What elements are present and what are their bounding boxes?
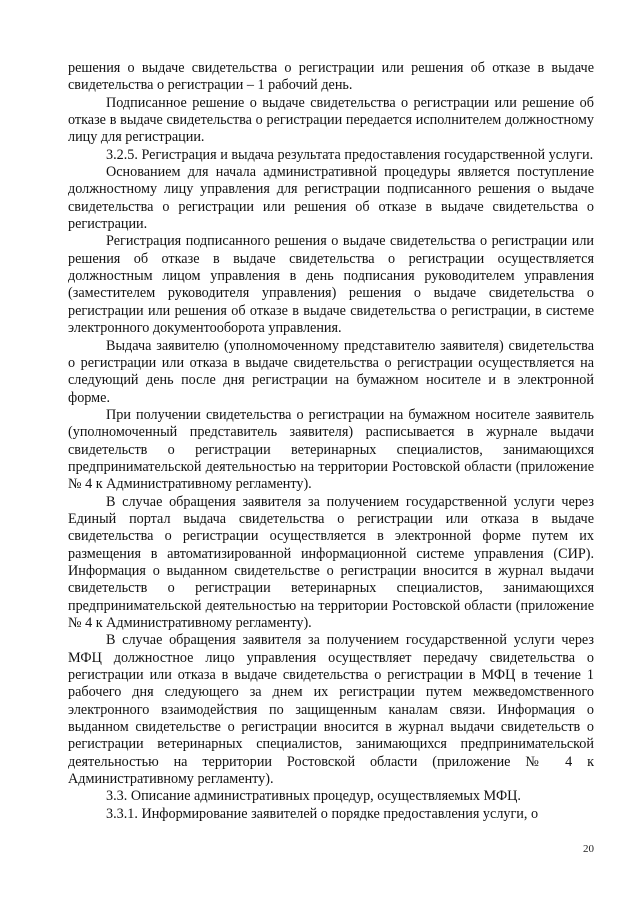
paragraph-registration: Регистрация подписанного решения о выдаче свидетельства о регистрации или решения об отказе в выдаче свидетельства о регистрации осуществляется должностным лицом управления в день подписания руководителем управления (заместителем руководителя управления) решения о выдаче свидетельства о регистрации или решения об отказе в выдаче свидетельства о регистрации, в системе электронного документооборота управления. <box>68 233 594 337</box>
paragraph-signed-decision: Подписанное решение о выдаче свидетельства о регистрации или решение об отказе в выдаче свидетельства о регистрации передается исполнителем должностному лицу для регистрации. <box>68 94 594 146</box>
paragraph-basis: Основанием для начала административной процедуры является поступление должностному лицу управления для регистрации подписанного решения о выдаче свидетельства о регистрации или решения об отказе в выдаче свидетельства о регистрации. <box>68 164 594 233</box>
document-body <box>68 60 594 823</box>
paragraph-unified-portal: В случае обращения заявителя за получением государственной услуги через Единый портал выдача свидетельства о регистрации или отказа в выдаче свидетельства о регистрации осуществляется в электронной форме путем их размещения в автоматизированной информационной системе управления (СИР). Информация о выданном свидетельстве о регистрации вносится в журнал выдачи свидетельств о регистрации ветеринарных специалистов, занимающихся предпринимательской деятельностью на территории Ростовской области (приложение № 4 к Административному регламенту). <box>68 493 594 631</box>
paragraph-paper-receipt: При получении свидетельства о регистрации на бумажном носителе заявитель (уполномоченный представитель заявителя) расписывается в журнале выдачи свидетельств о регистрации ветеринарных специалистов, занимающихся предпринимательской деятельностью на территории Ростовской области (приложение № 4 к Административному регламенту). <box>68 406 594 493</box>
section-heading-3-2-5: 3.2.5. Регистрация и выдача результата предоставления государственной услуги. <box>106 146 594 163</box>
section-heading-3-3-1: 3.3.1. Информирование заявителей о порядке предоставления услуги, о <box>106 805 539 822</box>
paragraph-issuance: Выдача заявителю (уполномоченному представителю заявителя) свидетельства о регистрации или отказа в выдаче свидетельства о регистрации осуществляется на следующий день после дня регистрации на бумажном носителе и в электронной форме. <box>68 337 594 406</box>
paragraph-mfc: В случае обращения заявителя за получением государственной услуги через МФЦ должностное лицо управления осуществляет передачу свидетельства о регистрации или отказа в выдаче свидетельства о регистрации в МФЦ в течение 1 рабочего дня следующего за днем их регистрации путем межведомственного электронного взаимодействия по защищенным каналам связи. Информация о выданном свидетельстве о регистрации вносится в журнал выдачи свидетельств о регистрации ветеринарных специалистов, занимающихся предпринимательской деятельностью на территории Ростовской области (приложение № 4 к Административному регламенту). <box>68 632 594 788</box>
section-heading-3-3: 3.3. Описание административных процедур, осуществляемых МФЦ. <box>106 788 521 805</box>
paragraph-continuation: решения о выдаче свидетельства о регистрации или решения об отказе в выдаче свидетельства о регистрации – 1 рабочий день. <box>68 60 594 94</box>
page-number: 20 <box>583 843 594 855</box>
